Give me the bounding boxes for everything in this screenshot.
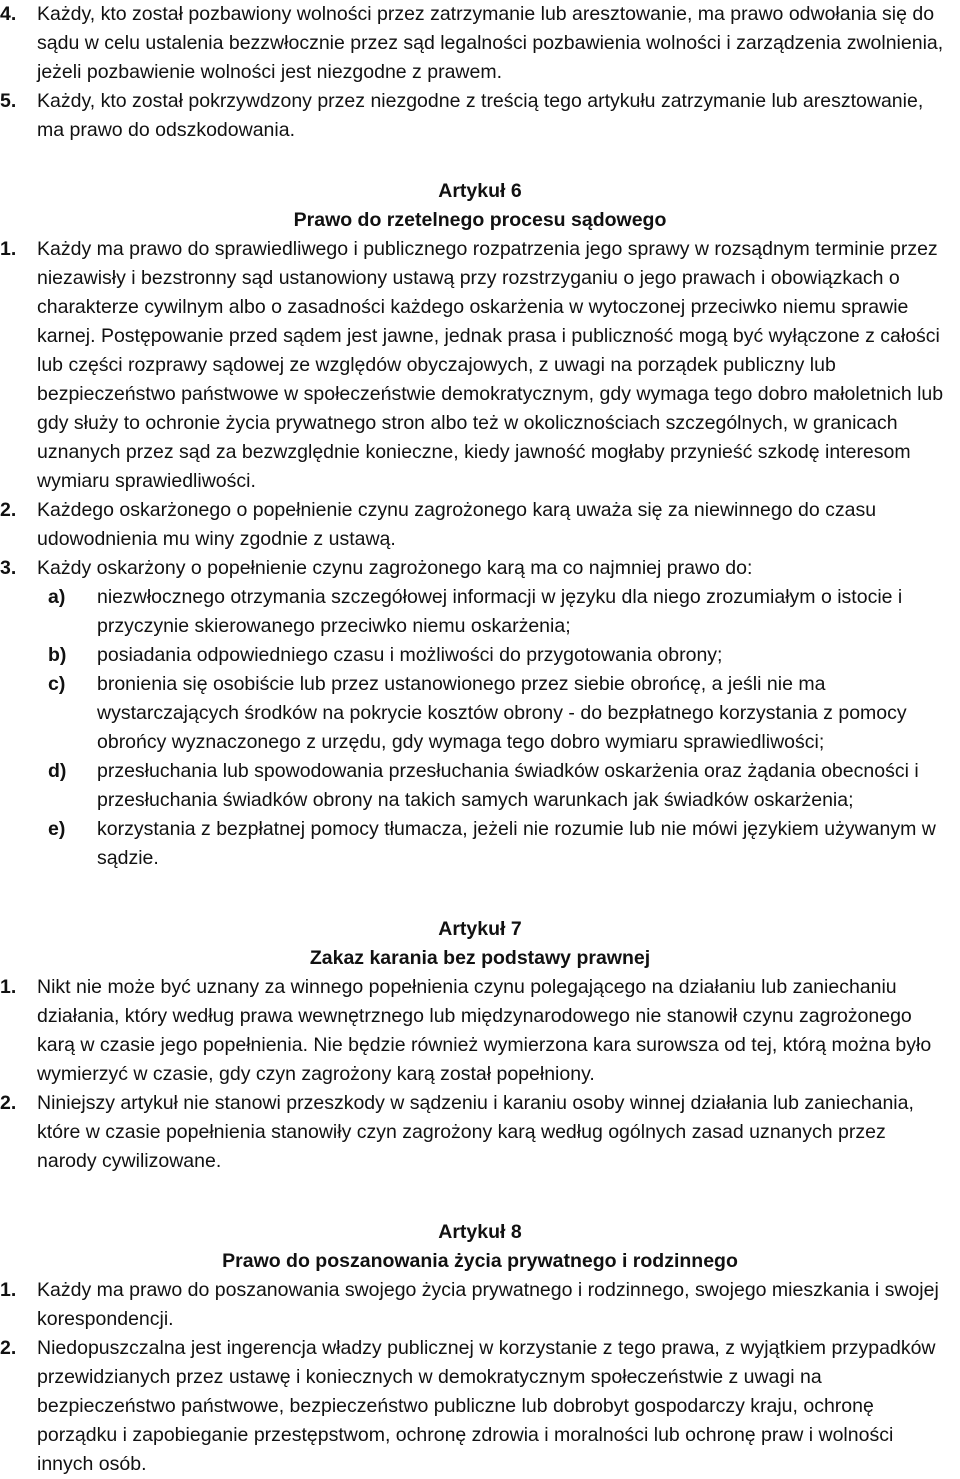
art6-item-e <box>0 815 960 873</box>
paragraph-number: 1. <box>0 1279 17 1301</box>
article-6-title: Artykuł 6 <box>438 180 522 202</box>
paragraph-number: 1. <box>0 238 17 260</box>
paragraph-number: 5. <box>0 90 17 112</box>
paragraph-number: 2. <box>0 1337 17 1359</box>
paragraph-text: Każdy ma prawo do sprawiedliwego i publicznego rozpatrzenia jego sprawy w rozsądnym terminie przez niezawisły i bezstronny sąd ustanowiony ustawą przy rozstrzyganiu o jego prawach i obowiązkach o charakterze cywilnym albo o zasadności każdego oskarżenia w wytoczonej przeciwko niemu sprawie karnej. Postępowanie przed sądem jest jawne, jednak prasa i publiczność mogą być wyłączone z całości lub części rozprawy sądowej ze względów obyczajowych, z uwagi na porządek publiczny lub bezpieczeństwo państwowe w społeczeństwie demokratycznym, gdy wymaga tego dobro małoletnich lub gdy służy to ochronie życia prywatnego stron albo też w okolicznościach szczególnych, w granicach uznanych przez sąd za bezwzględnie konieczne, kiedy jawność mogłaby przynieść szkodę interesom wymiaru sprawiedliwości. <box>37 238 944 492</box>
article-7-title: Artykuł 7 <box>438 918 522 940</box>
article-8-subtitle: Prawo do poszanowania życia prywatnego i rodzinnego <box>222 1250 738 1272</box>
art7-paragraph-1 <box>0 973 960 1089</box>
paragraph-number: 4. <box>0 3 17 25</box>
item-label: d) <box>48 760 67 782</box>
article-7-subtitle: Zakaz karania bez podstawy prawnej <box>309 947 651 969</box>
art6-item-d <box>0 757 960 815</box>
article-8-title: Artykuł 8 <box>438 1221 522 1243</box>
paragraph-number: 3. <box>0 557 17 579</box>
paragraph-text: Każdy, kto został pokrzywdzony przez niezgodne z treścią tego artykułu zatrzymanie lub aresztowanie, ma prawo do odszkodowania. <box>37 90 924 141</box>
item-text: niezwłocznego otrzymania szczegółowej informacji w języku dla niego zrozumiałym o istocie i przyczynie skierowanego przeciwko niemu oskarżenia; <box>97 586 903 637</box>
paragraph-number: 2. <box>0 1092 17 1114</box>
item-text: przesłuchania lub spowodowania przesłuchania świadków oskarżenia oraz żądania obecności i przesłuchania świadków obrony na takich samych warunkach jak świadków oskarżenia; <box>97 760 919 811</box>
paragraph-text: Każdy oskarżony o popełnienie czynu zagrożonego karą ma co najmniej prawo do: <box>37 557 753 579</box>
paragraph-5 <box>0 87 960 145</box>
art6-item-c <box>0 670 960 757</box>
item-label: a) <box>48 586 66 608</box>
art6-paragraph-2 <box>0 496 960 554</box>
paragraph-text: Nikt nie może być uznany za winnego popełnienia czynu polegającego na działaniu lub zaniechaniu działania, który według prawa wewnętrznego lub międzynarodowego nie stanowił czynu zagrożonego karą w czasie jego popełnienia. Nie będzie również wymierzona kara surowsza od tej, którą można było wymierzyć w czasie, gdy czyn zagrożony karą został popełniony. <box>37 976 932 1085</box>
paragraph-text: Każdy ma prawo do poszanowania swojego życia prywatnego i rodzinnego, swojego mieszkania i swojej korespondencji. <box>37 1279 939 1330</box>
paragraph-number: 1. <box>0 976 17 998</box>
art6-item-a <box>0 583 960 641</box>
item-label: b) <box>48 644 67 666</box>
art8-paragraph-1 <box>0 1276 960 1334</box>
art6-paragraph-3 <box>0 554 960 583</box>
item-text: korzystania z bezpłatnej pomocy tłumacza, jeżeli nie rozumie lub nie mówi językiem używanym w sądzie. <box>97 818 936 869</box>
item-label: e) <box>48 818 66 840</box>
art6-paragraph-1 <box>0 235 960 496</box>
paragraph-text: Niniejszy artykuł nie stanowi przeszkody w sądzeniu i karaniu osoby winnej działania lub zaniechania, które w czasie popełnienia stanowiły czyn zagrożony karą według ogólnych zasad uznanych przez narody cywilizowane. <box>37 1092 914 1172</box>
item-text: bronienia się osobiście lub przez ustanowionego przez siebie obrońcę, a jeśli nie ma wystarczających środków na pokrycie kosztów obrony - do bezpłatnego korzystania z pomocy obrońcy wyznaczonego z urzędu, gdy wymaga tego dobro wymiaru sprawiedliwości; <box>97 673 907 753</box>
paragraph-number: 2. <box>0 499 17 521</box>
paragraph-text: Niedopuszczalna jest ingerencja władzy publicznej w korzystanie z tego prawa, z wyjątkiem przypadków przewidzianych przez ustawę i koniecznych w demokratycznym społeczeństwie z uwagi na bezpieczeństwo państwowe, bezpieczeństwo publiczne lub dobrobyt gospodarczy kraju, ochronę porządku i zapobieganie przestępstwom, ochronę zdrowia i moralności lub ochronę praw i wolności innych osób. <box>37 1337 936 1475</box>
article-6-subtitle: Prawo do rzetelnego procesu sądowego <box>293 209 667 231</box>
art8-paragraph-2 <box>0 1334 960 1479</box>
art6-item-b <box>0 641 960 670</box>
item-text: posiadania odpowiedniego czasu i możliwości do przygotowania obrony; <box>97 644 723 666</box>
art7-paragraph-2 <box>0 1089 960 1176</box>
item-label: c) <box>48 673 66 695</box>
paragraph-text: Każdego oskarżonego o popełnienie czynu zagrożonego karą uważa się za niewinnego do czasu udowodnienia mu winy zgodnie z ustawą. <box>37 499 877 550</box>
paragraph-text: Każdy, kto został pozbawiony wolności przez zatrzymanie lub aresztowanie, ma prawo odwołania się do sądu w celu ustalenia bezzwłocznie przez sąd legalności pozbawienia wolności i zarządzenia zwolnienia, jeżeli pozbawienie wolności jest niezgodne z prawem. <box>37 3 944 83</box>
paragraph-4 <box>0 0 960 87</box>
